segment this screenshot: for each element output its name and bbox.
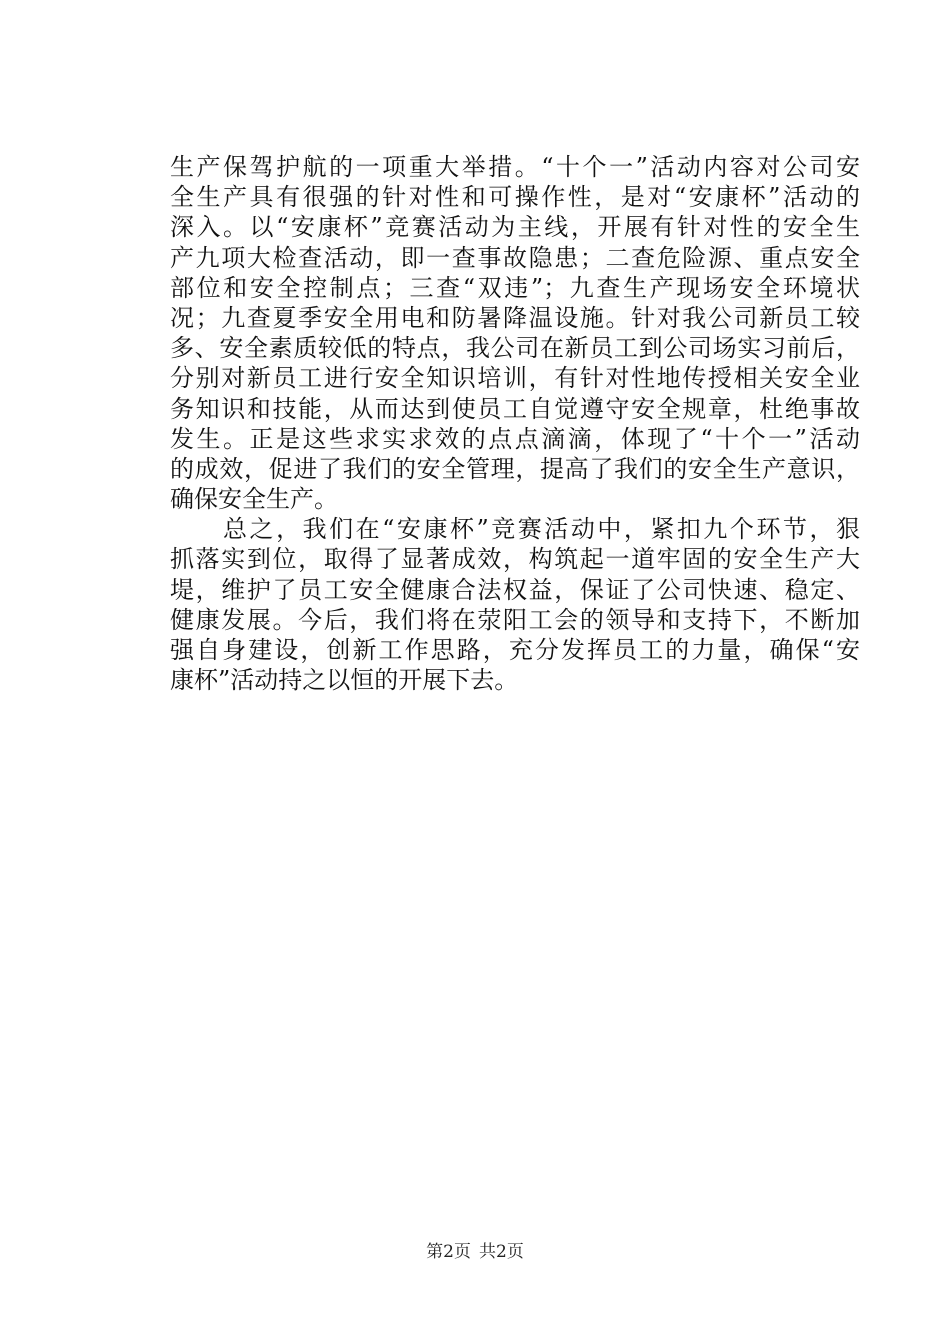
page-number-current: 第2页	[426, 1242, 471, 1262]
page-number-total: 共2页	[479, 1242, 524, 1262]
text-line: 分别对新员工进行安全知识培训，有针对性地传授相关安全业	[170, 364, 860, 393]
page-footer	[0, 1241, 950, 1263]
body-text	[170, 152, 860, 695]
text-line: 生产保驾护航的一项重大举措。“十个一”活动内容对公司安	[170, 153, 860, 181]
text-line: 健康发展。今后，我们将在荥阳工会的领导和支持下，不断加	[170, 605, 860, 634]
text-line: 强自身建设，创新工作思路，充分发挥员工的力量，确保“安	[170, 636, 860, 664]
text-line: 深入。以“安康杯”竞赛活动为主线，开展有针对性的安全生	[170, 213, 860, 242]
text-line: 康杯”活动持之以恒的开展下去。	[170, 666, 519, 695]
text-line: 多、安全素质较低的特点，我公司在新员工到公司场实习前后，	[170, 334, 860, 363]
text-line: 的成效，促进了我们的安全管理，提高了我们的安全生产意识，	[170, 454, 860, 483]
text-line: 部位和安全控制点；三查“双违”；九查生产现场安全环境状	[170, 273, 860, 302]
text-line: 发生。正是这些求实求效的点点滴滴，体现了“十个一”活动	[170, 424, 860, 453]
text-line: 况；九查夏季安全用电和防暑降温设施。针对我公司新员工较	[170, 303, 860, 332]
text-line: 堤，维护了员工安全健康合法权益，保证了公司快速、稳定、	[170, 575, 860, 604]
text-line: 务知识和技能，从而达到使员工自觉遵守安全规章，杜绝事故	[170, 394, 860, 423]
paragraph	[170, 514, 860, 695]
paragraph	[170, 152, 860, 514]
text-line: 总之，我们在“安康杯”竞赛活动中，紧扣九个环节，狠	[170, 515, 860, 544]
text-line: 抓落实到位，取得了显著成效，构筑起一道牢固的安全生产大	[170, 545, 860, 574]
text-line: 产九项大检查活动，即一查事故隐患；二查危险源、重点安全	[170, 243, 860, 272]
text-line: 确保安全生产。	[170, 485, 338, 514]
text-line: 全生产具有很强的针对性和可操作性，是对“安康杯”活动的	[170, 183, 860, 212]
